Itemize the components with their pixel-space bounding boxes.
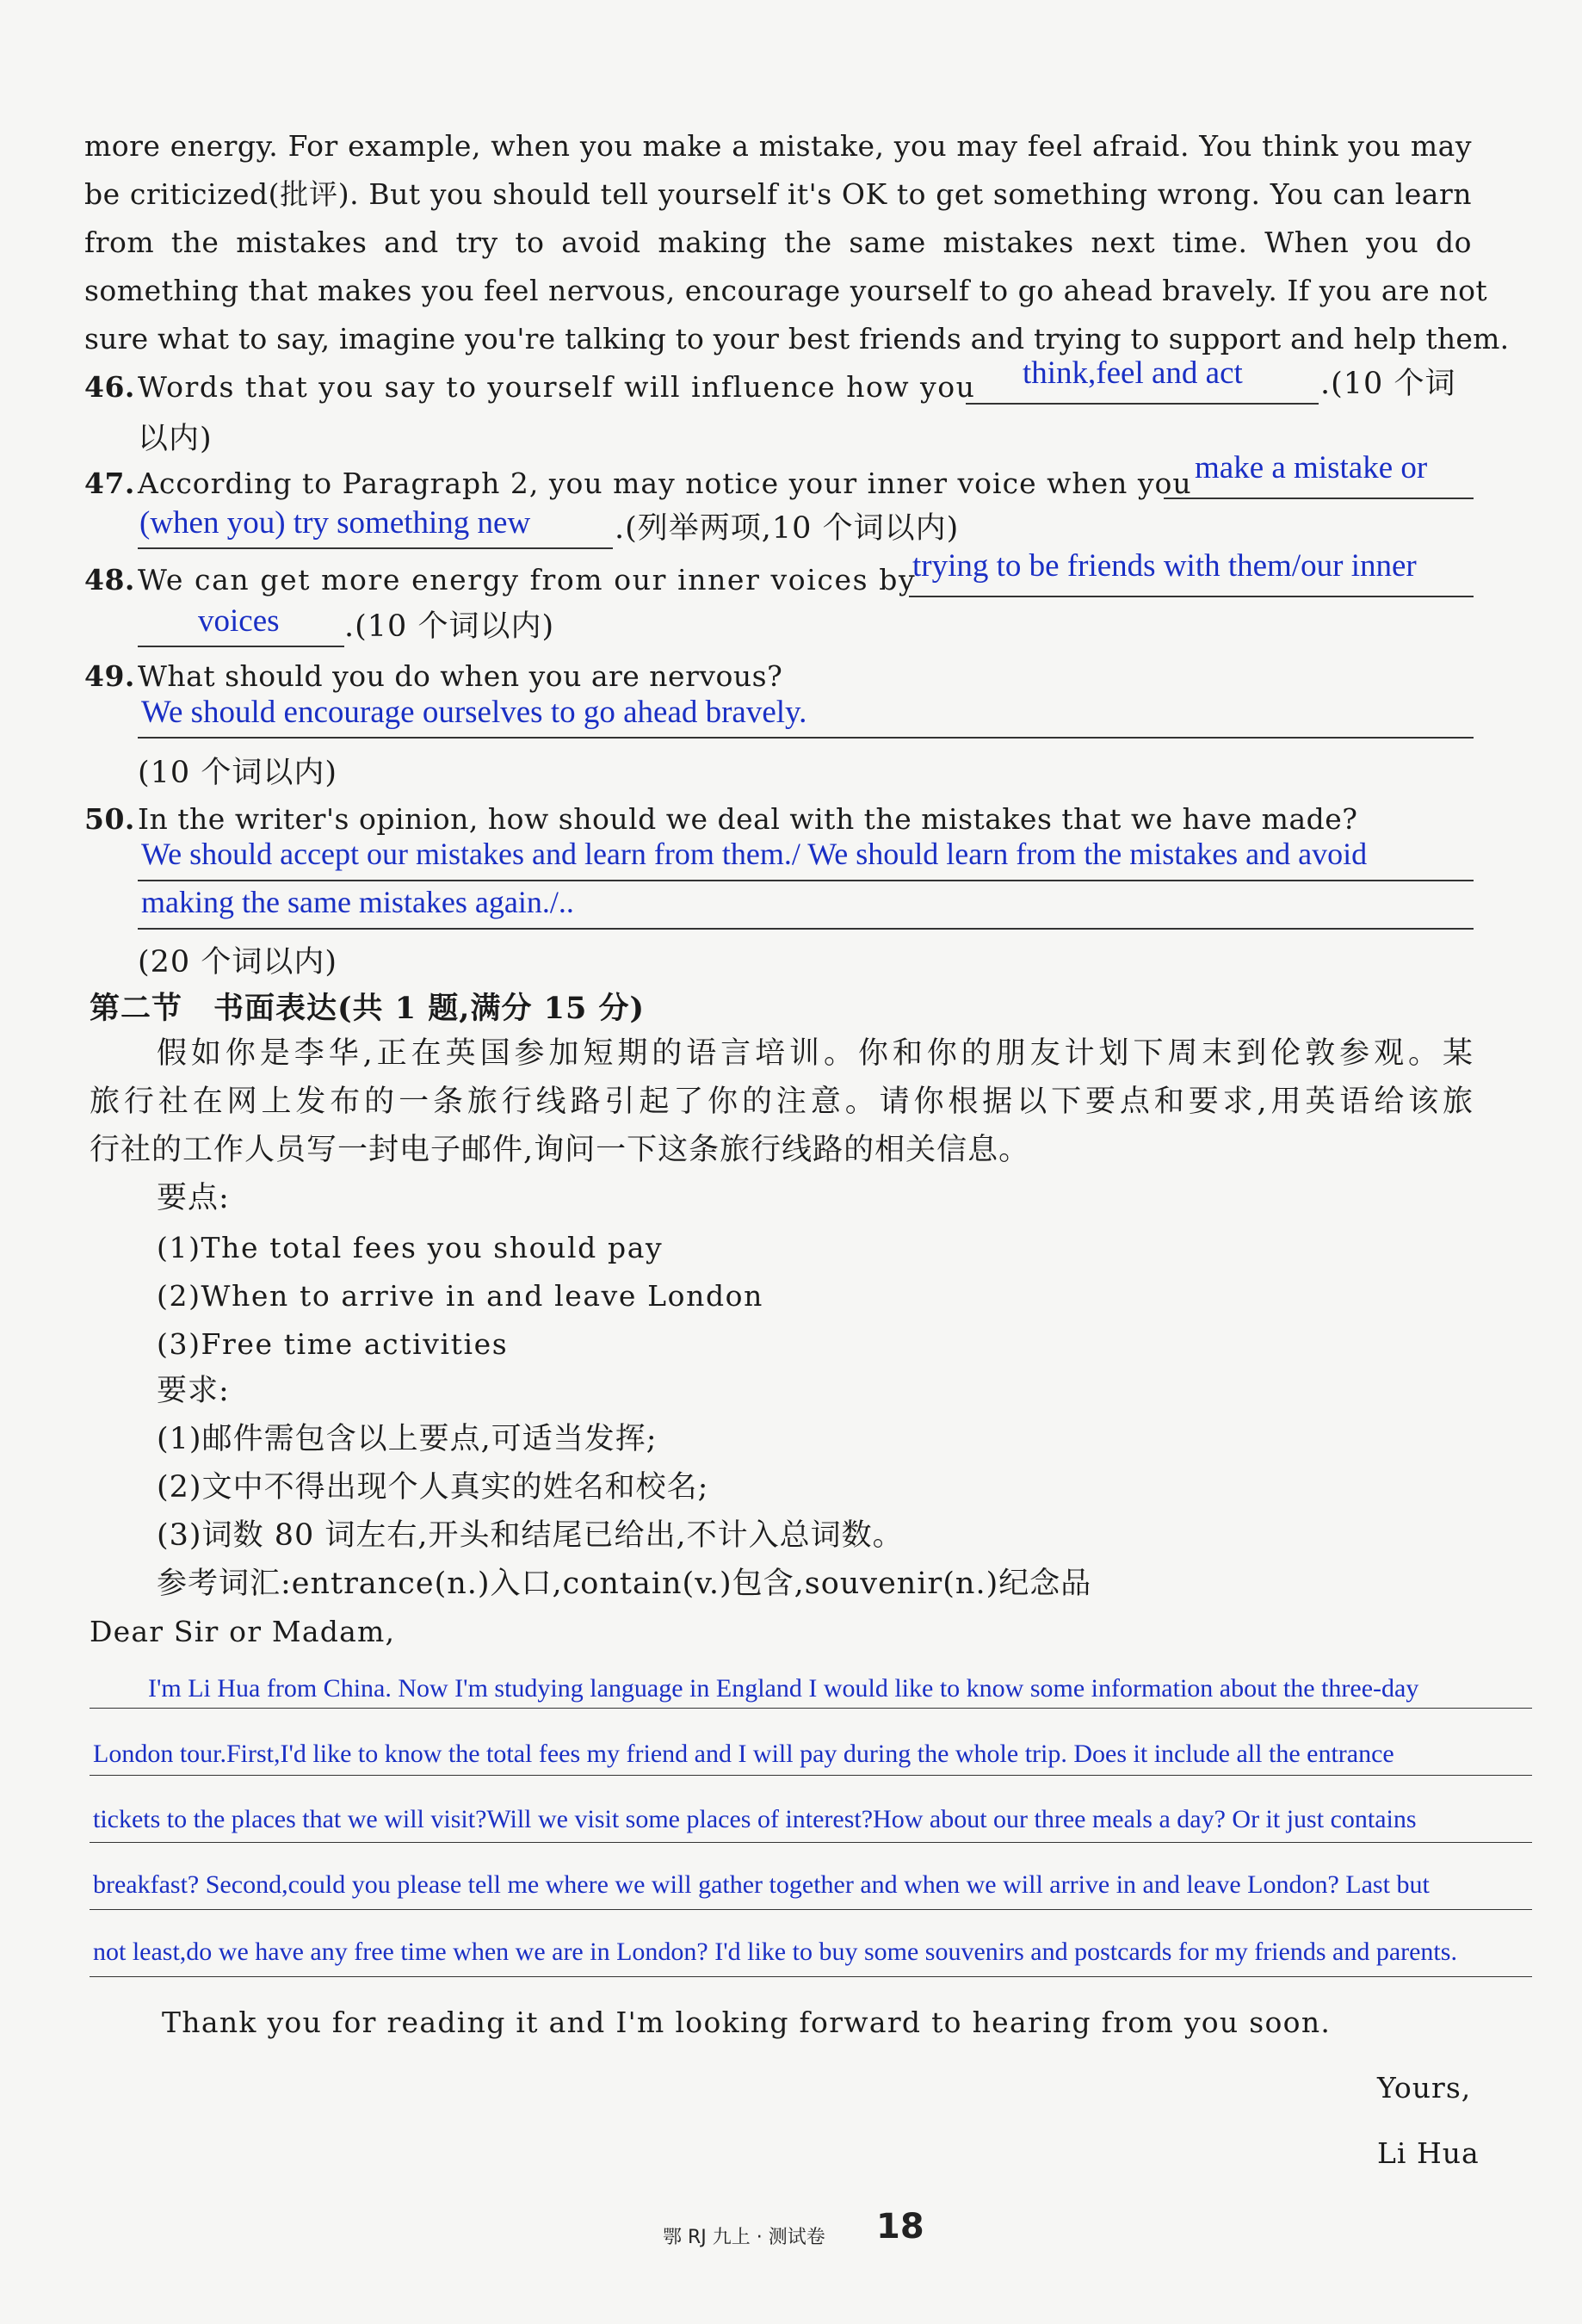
answer-blank (909, 596, 1474, 597)
salutation: Dear Sir or Madam, (90, 1615, 396, 1648)
essay-answer-line: London tour.First,I'd like to know the total fees my friend and I will pay during the whole trip. Does it include all the entrance (93, 1740, 1394, 1768)
word-limit: .(10 个词以内) (344, 609, 555, 644)
essay-answer-line: not least,do we have any free time when we are in London? I'd like to buy some souvenirs and postcards for my friends and parents. (93, 1938, 1457, 1966)
question-number: 47. (84, 467, 135, 500)
essay-answer-line: tickets to the places that we will visit?Will we visit some places of interest?How about our three meals a day? Or it just contains (93, 1805, 1417, 1833)
signature-name: Li Hua (1377, 2136, 1480, 2170)
question-text: What should you do when you are nervous? (138, 659, 783, 693)
passage-line: be criticized(批评). But you should tell yourself it's OK to get something wrong. You can learn (84, 177, 1472, 211)
answer-blank (966, 403, 1319, 405)
answer-text: We should accept our mistakes and learn from them./ We should learn from the mistakes and avoid (141, 837, 1368, 871)
answer-text: voices (198, 603, 280, 639)
points-title: 要点: (157, 1181, 230, 1215)
sign-off: Yours, (1377, 2071, 1472, 2105)
passage-line: something that makes you feel nervous, encourage yourself to go ahead bravely. If you are not (84, 274, 1488, 307)
answer-text: (when you) try something new (139, 505, 531, 541)
question-text: Words that you say to yourself will influence how you (138, 370, 976, 404)
word-limit: 以内) (138, 422, 213, 456)
question-number: 48. (84, 563, 135, 596)
answer-blank (1164, 498, 1474, 499)
requirements-title: 要求: (157, 1374, 230, 1408)
passage-line: sure what to say, imagine you're talking to your best friends and trying to support and help them. (84, 322, 1510, 355)
footer-label: 鄂 RJ 九上 · 测试卷 (663, 2227, 825, 2248)
question-number: 50. (84, 802, 135, 836)
question-text: According to Paragraph 2, you may notice your inner voice when you (138, 467, 1192, 500)
requirement-item: (3)词数 80 词左右,开头和结尾已给出,不计入总词数。 (157, 1518, 904, 1553)
requirement-item: (1)邮件需包含以上要点,可适当发挥; (157, 1422, 658, 1456)
answer-blank (138, 646, 344, 647)
writing-rule (90, 1842, 1532, 1843)
passage-line: from the mistakes and try to avoid making the same mistakes next time. When you do (84, 226, 1472, 259)
vocabulary-hint: 参考词汇:entrance(n.)入口,contain(v.)包含,souvenir(n.)纪念品 (157, 1567, 1092, 1601)
page-number: 18 (876, 2207, 924, 2247)
point-item: (3)Free time activities (157, 1327, 509, 1361)
question-number: 46. (84, 370, 135, 404)
answer-blank (138, 737, 1474, 739)
answer-text: make a mistake or (1195, 450, 1428, 485)
prompt-line: 假如你是李华,正在英国参加短期的语言培训。你和你的朋友计划下周末到伦敦参观。某 (157, 1036, 1474, 1071)
word-limit: .(列举两项,10 个词以内) (615, 511, 960, 546)
section-title: 第二节 书面表达(共 1 题,满分 15 分) (90, 991, 646, 1026)
answer-blank (138, 928, 1474, 930)
essay-answer-line: breakfast? Second,could you please tell me where we will gather together and when we will arrive in and leave London? Last but (93, 1870, 1430, 1899)
word-limit: .(10 个词 (1320, 367, 1456, 401)
answer-blank (138, 547, 613, 549)
answer-blank (138, 880, 1474, 881)
writing-rule (90, 1909, 1532, 1910)
requirement-item: (2)文中不得出现个人真实的姓名和校名; (157, 1470, 709, 1505)
answer-text: making the same mistakes again./.. (141, 885, 574, 919)
question-text: In the writer's opinion, how should we deal with the mistakes that we have made? (138, 802, 1358, 836)
word-limit: (10 个词以内) (138, 756, 337, 790)
point-item: (1)The total fees you should pay (157, 1231, 664, 1264)
writing-rule (90, 1775, 1532, 1776)
essay-answer-line: I'm Li Hua from China. Now I'm studying language in England I would like to know some information about the three-day (148, 1674, 1419, 1703)
passage-line: more energy. For example, when you make a mistake, you may feel afraid. You think you may (84, 129, 1472, 163)
prompt-line: 旅行社在网上发布的一条旅行线路引起了你的注意。请你根据以下要点和要求,用英语给该旅 (90, 1085, 1474, 1119)
prompt-line: 行社的工作人员写一封电子邮件,询问一下这条旅行线路的相关信息。 (90, 1133, 1030, 1167)
question-text: We can get more energy from our inner voices by (138, 563, 917, 596)
question-number: 49. (84, 659, 135, 693)
answer-text: think,feel and act (1023, 355, 1243, 391)
point-item: (2)When to arrive in and leave London (157, 1279, 763, 1313)
writing-rule (90, 1976, 1532, 1977)
answer-text: trying to be friends with them/our inner (912, 548, 1417, 584)
word-limit: (20 个词以内) (138, 945, 337, 980)
closing-sentence: Thank you for reading it and I'm looking forward to hearing from you soon. (162, 2006, 1332, 2039)
answer-text: We should encourage ourselves to go ahead bravely. (141, 695, 807, 730)
writing-rule (90, 1708, 1532, 1709)
